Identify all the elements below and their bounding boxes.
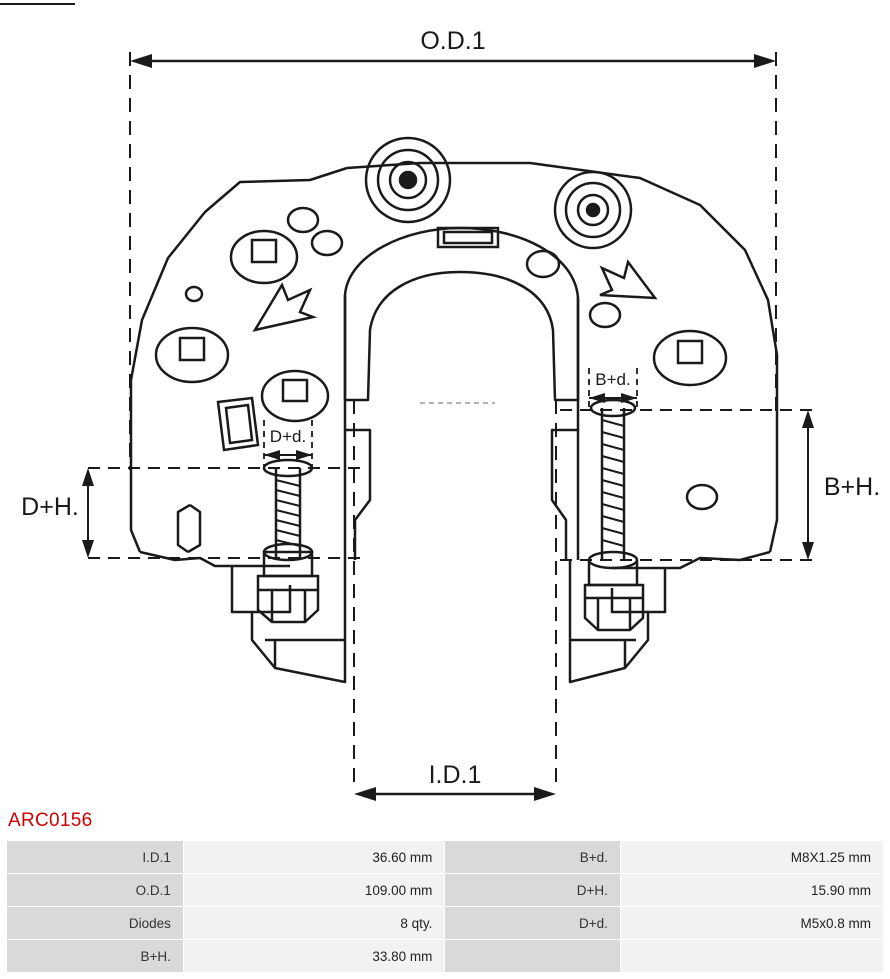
spec-key: Diodes <box>7 907 184 940</box>
dh-label: D+H. <box>21 493 79 521</box>
specifications-table <box>6 840 884 973</box>
spec-key: O.D.1 <box>7 874 184 907</box>
bd-label: B+d. <box>595 370 631 389</box>
spec-key: D+H. <box>445 874 621 907</box>
spec-value: 109.00 mm <box>183 874 444 907</box>
spec-value: 36.60 mm <box>183 841 444 874</box>
spec-value: M5x0.8 mm <box>620 907 883 940</box>
diode-cups <box>156 231 726 421</box>
right-screw <box>585 400 643 630</box>
id1-dimension <box>354 400 556 801</box>
spec-key: B+H. <box>7 940 184 973</box>
spec-value: 8 qty. <box>183 907 444 940</box>
left-screw <box>258 460 318 622</box>
spec-key: D+d. <box>445 907 621 940</box>
spec-value: 33.80 mm <box>183 940 444 973</box>
spec-key: I.D.1 <box>7 841 184 874</box>
id1-label: I.D.1 <box>428 761 482 789</box>
spec-value-empty <box>620 940 883 973</box>
table-row <box>7 940 884 973</box>
dh-dimension <box>82 468 360 558</box>
part-code: ARC0156 <box>8 810 93 831</box>
spec-key: B+d. <box>445 841 621 874</box>
table-row <box>7 907 884 940</box>
table-row <box>7 874 884 907</box>
bh-label: B+H. <box>823 473 881 501</box>
table-row <box>7 841 884 874</box>
spec-key-empty <box>445 940 621 973</box>
spec-value: M8X1.25 mm <box>620 841 883 874</box>
od1-label: O.D.1 <box>420 27 486 55</box>
spec-value: 15.90 mm <box>620 874 883 907</box>
dd-label: D+d. <box>269 427 307 446</box>
bh-dimension <box>560 410 818 560</box>
diode-holes <box>186 138 717 509</box>
